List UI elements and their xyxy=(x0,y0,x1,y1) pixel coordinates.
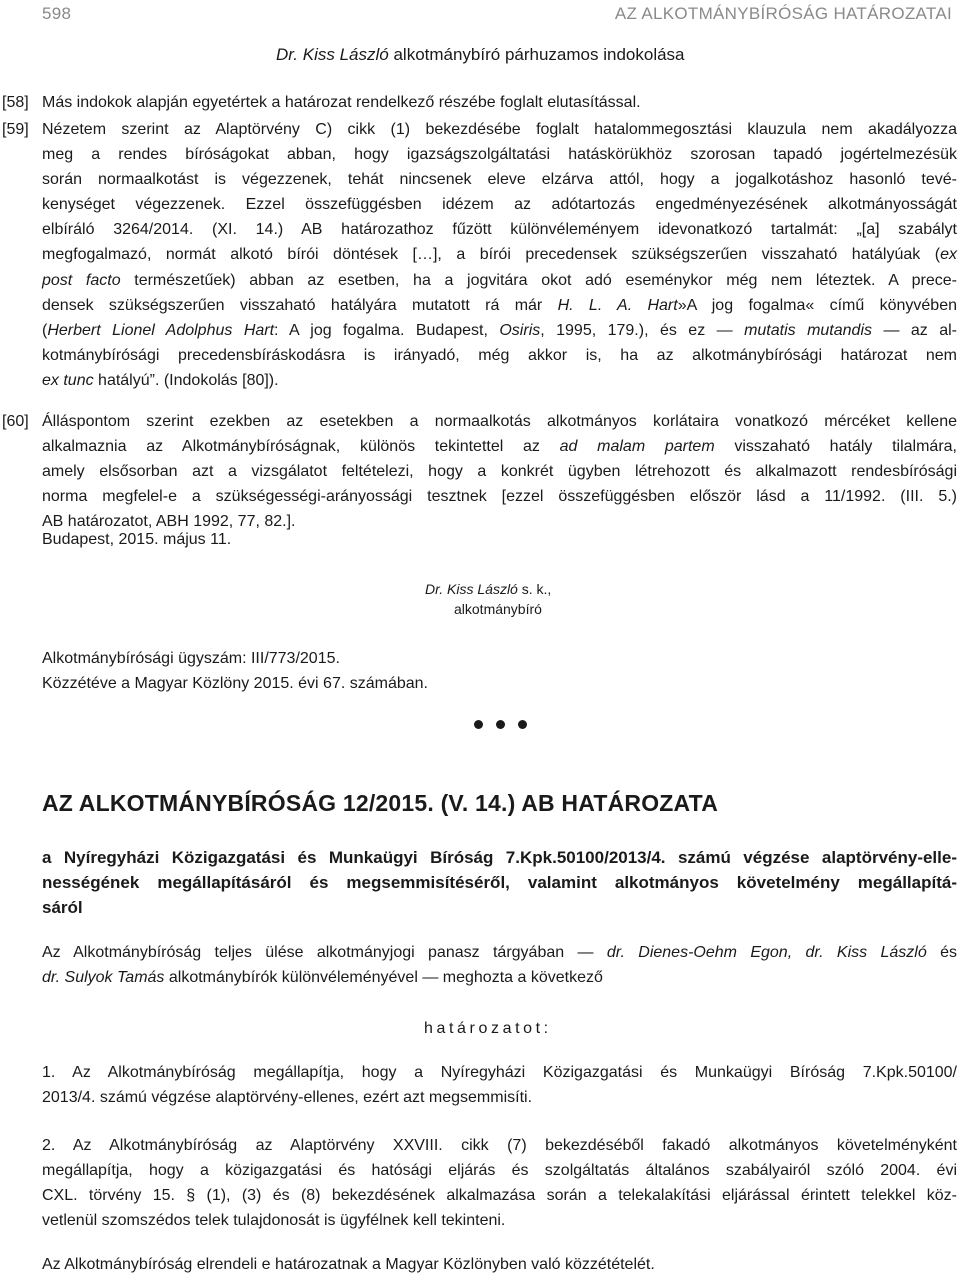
paragraph-59 xyxy=(42,117,957,393)
subject-line: sáról xyxy=(42,898,83,918)
intro-text: és xyxy=(926,944,957,961)
p59-italic: post facto xyxy=(42,271,121,289)
subject-line: a Nyíregyházi Közigazgatási és Munkaügyi Bíróság 7.Kpk.50100/2013/4. számú végzése alaptörvény-elle- xyxy=(42,848,957,867)
publication-note: Közzétéve a Magyar Közlöny 2015. évi 67. számában. xyxy=(42,675,428,692)
decision-intro xyxy=(42,940,957,990)
p59-line xyxy=(42,318,957,343)
p60-text: visszaható hatály tilalmára, xyxy=(714,438,957,456)
separator-dot xyxy=(518,720,527,729)
p60-line: AB határozatot, ABH 1992, 77, 82.]. xyxy=(42,513,296,531)
decision-item-1 xyxy=(42,1060,957,1110)
p59-italic: Herbert Lionel Adolphus Hart xyxy=(47,321,275,339)
p60-line: amely elsősorban azt a vizsgálatot feltételezi, hogy a konkrét ügyben létrehozott és alkalmazott rendesbírósági xyxy=(42,463,957,481)
p59-text: természetűek) abban az esetben, ha a jogvitára okot adó eseménykor még nem léteztek. A prece- xyxy=(120,271,958,289)
signer-name: Dr. Kiss László xyxy=(425,581,518,597)
p59-line: során normaalkotást is végezzenek, tehát nincsenek eleve elzárva attól, hogy a jogalkotáshoz hasonló tevé- xyxy=(42,171,957,189)
p60-line xyxy=(42,434,957,459)
p59-text: ( xyxy=(42,321,48,339)
intro-italic: dr. Sulyok Tamás xyxy=(42,969,165,987)
subtitle-rest: alkotmánybíró párhuzamos indokolása xyxy=(388,45,685,64)
item2-line: vetlenül szomszédos telek tulajdonosát is ügyfélnek kell tekinteni. xyxy=(42,1212,506,1230)
intro-italic: dr. Dienes-Oehm Egon, dr. Kiss László xyxy=(606,944,927,961)
decision-item-2 xyxy=(42,1133,957,1233)
intro-text: Az Alkotmánybíróság teljes ülése alkotmányjogi panasz tárgyában — xyxy=(42,944,607,961)
signature-name xyxy=(425,581,551,597)
p59-text: hatályú”. (Indokolás [80]). xyxy=(93,371,279,389)
paragraph-number-59: [59] xyxy=(2,121,29,138)
p59-text: — az al- xyxy=(872,321,958,339)
p59-line xyxy=(42,242,957,267)
section-subtitle xyxy=(276,45,685,65)
separator-dot xyxy=(474,720,483,729)
p60-italic: ad malam partem xyxy=(559,438,715,456)
p59-text: : A jog fogalma. Budapest, xyxy=(274,321,500,339)
p60-text: alkalmaznia az Alkotmánybíróságnak, különös tekintettel az xyxy=(42,438,560,456)
subtitle-name: Dr. Kiss László xyxy=(276,45,389,64)
p59-italic: H. L. A. Hart xyxy=(557,296,678,314)
p59-line: elbíráló 3264/2014. (XI. 14.) AB határozathoz fűzött különvéleményem idevonatkozó tartalmát: „[a] szabályt xyxy=(42,221,957,239)
p59-italic: Osiris xyxy=(499,321,541,339)
signature-role: alkotmánybíró xyxy=(454,601,542,617)
paragraph-number-60: [60] xyxy=(2,413,29,430)
item2-line: megállapítja, hogy a közigazgatási és hatósági eljárás és szolgáltatás általános szabályairól szóló 2004. évi xyxy=(42,1162,957,1180)
p59-italic: ex tunc xyxy=(42,371,94,389)
p59-text: »A jog fogalma« című könyvében xyxy=(677,296,958,314)
paragraph-60 xyxy=(42,409,957,534)
section-separator xyxy=(474,716,540,734)
p59-line xyxy=(42,368,957,393)
p59-text: densek szükségszerűen visszaható hatályára mutatott rá már xyxy=(42,296,558,314)
item2-line: 2. Az Alkotmánybíróság az Alaptörvény XXVIII. cikk (7) bekezdéséből fakadó alkotmányos követelményként xyxy=(42,1137,957,1154)
p59-italic: mutatis mutandis xyxy=(744,321,873,339)
p60-line: norma megfelel-e a szükségességi-arányossági tesztnek [ezzel összefüggésben először lásd a 11/1992. (III. 5.) xyxy=(42,488,957,506)
p59-line: Nézetem szerint az Alaptörvény C) cikk (1) bekezdésébe foglalt hatalommegosztási klauzula nem akadályozza xyxy=(42,121,957,138)
p59-line: meg a rendes bíróságokat abban, hogy igazságszolgáltatási hatáskörükhöz szorosan tapadó jogértelmezésük xyxy=(42,146,957,164)
p59-line: kenységet végezzenek. Ezzel összefüggésben idézem az adótartozás engedményezésének alkotmányosságát xyxy=(42,196,957,214)
item2-line: CXL. törvény 15. § (1), (3) és (8) bekezdésének alkalmazása során a telekalakítási eljárással érintett telekkel köz- xyxy=(42,1187,957,1205)
paragraph-number-58: [58] xyxy=(2,94,29,111)
item1-line: 2013/4. számú végzése alaptörvény-ellenes, ezért azt megsemmisíti. xyxy=(42,1089,533,1107)
decision-subject xyxy=(42,845,957,920)
separator-dot xyxy=(496,720,505,729)
decision-closing: Az Alkotmánybíróság elrendeli e határozatnak a Magyar Közlönyben való közzétételét. xyxy=(42,1256,655,1273)
paragraph-58: Más indokok alapján egyetértek a határozat rendelkező részébe foglalt elutasítással. xyxy=(42,94,641,111)
p59-line xyxy=(42,293,957,318)
decision-title: AZ ALKOTMÁNYBÍRÓSÁG 12/2015. (V. 14.) AB HATÁROZATA xyxy=(42,790,718,816)
p59-text: , 1995, 179.), és ez — xyxy=(540,321,745,339)
p60-line: Álláspontom szerint ezekben az esetekben a normaalkotás alkotmányos korlátaira vonatkozó mércéket kellene xyxy=(42,413,957,430)
signer-suffix: s. k., xyxy=(517,581,552,597)
intro-text: alkotmánybírók különvéleményével — meghozta a következő xyxy=(164,969,603,987)
item1-line: 1. Az Alkotmánybíróság megállapítja, hogy a Nyíregyházi Közigazgatási és Munkaügyi Bíróság 7.Kpk.50100/ xyxy=(42,1064,957,1081)
p59-line xyxy=(42,268,957,293)
running-header: AZ ALKOTMÁNYBÍRÓSÁG HATÁROZATAI xyxy=(614,4,952,23)
p59-italic: ex xyxy=(940,246,957,264)
decision-heading: határozatot: xyxy=(424,1020,552,1037)
intro-line xyxy=(42,940,957,965)
case-number: Alkotmánybírósági ügyszám: III/773/2015. xyxy=(42,650,340,667)
page-number: 598 xyxy=(42,4,72,23)
place-date: Budapest, 2015. május 11. xyxy=(42,531,232,548)
p59-text: megfogalmazó, normát alkotó bírói döntések […], a bírói precedensek szükségszerűen visszaható hatályúak ( xyxy=(42,246,941,264)
intro-line xyxy=(42,965,957,990)
subject-line: nességének megállapításáról és megsemmisítéséről, valamint alkotmányos követelmény megállapítá- xyxy=(42,873,957,893)
p59-line: kotmánybírósági precedensbíráskodásra is irányadó, még akkor is, ha az alkotmánybírósági határozat nem xyxy=(42,346,957,364)
